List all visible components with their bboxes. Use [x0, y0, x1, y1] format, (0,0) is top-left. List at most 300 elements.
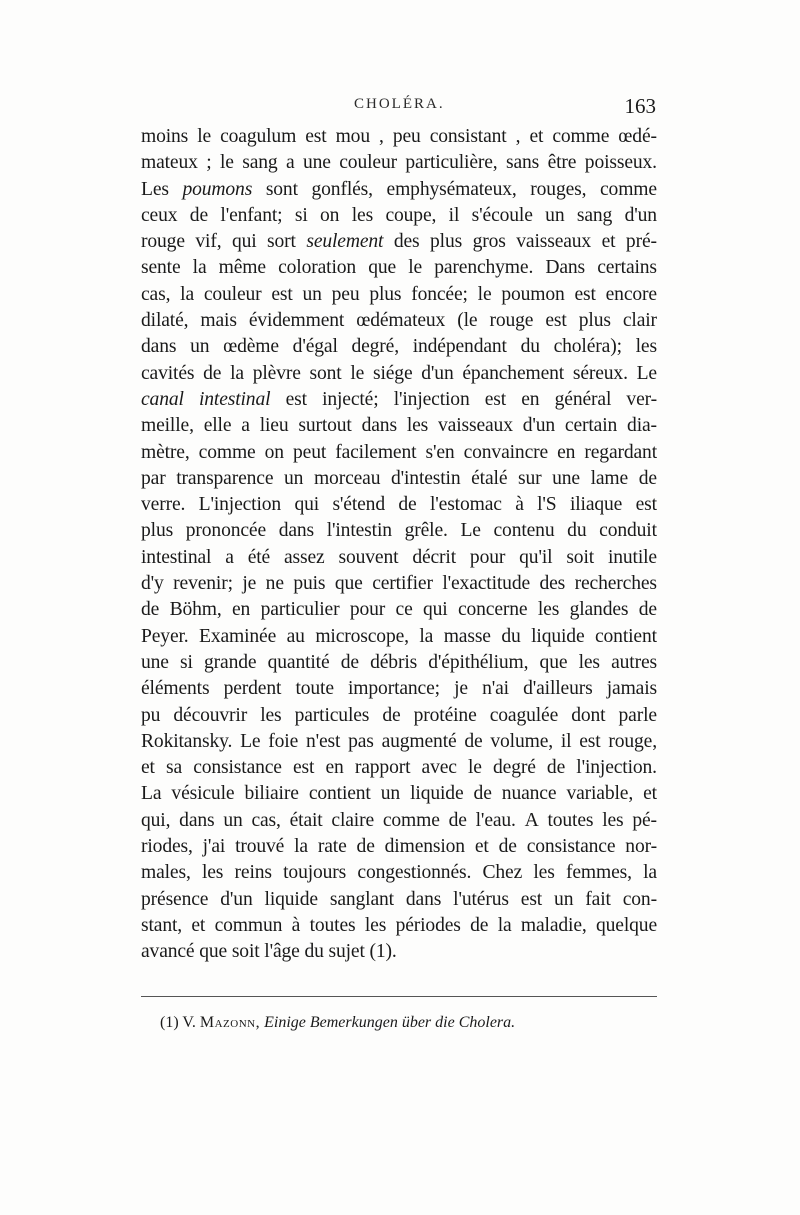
- text-line: [141, 887, 657, 913]
- footnote-title: Einige Bemerkungen über die Cholera.: [260, 1014, 516, 1031]
- word: Böhm,: [169, 599, 222, 621]
- word: dont: [571, 704, 606, 726]
- word: seulement: [306, 231, 384, 253]
- word: est: [305, 126, 327, 147]
- word: protéine: [413, 704, 477, 726]
- word: l'eau.: [475, 809, 516, 831]
- word: en: [325, 757, 344, 779]
- word: s'écoule: [471, 204, 533, 226]
- word: liquide: [410, 783, 464, 805]
- word: d'un: [220, 888, 253, 910]
- word: l'intestin: [326, 520, 392, 542]
- word: con-: [622, 888, 657, 910]
- text-line: [141, 361, 657, 387]
- word: d'intestin: [390, 467, 461, 489]
- word: a: [225, 546, 234, 568]
- word: rouge: [489, 310, 534, 332]
- text-line: [141, 676, 657, 702]
- word: emphysémateux,: [386, 178, 517, 200]
- word: particules: [294, 704, 370, 726]
- text-line: [141, 203, 657, 229]
- word: décrit: [412, 546, 457, 568]
- word: consistance: [193, 757, 282, 779]
- word: couleur: [339, 152, 397, 174]
- word: de: [203, 362, 222, 384]
- word: rate: [317, 836, 347, 858]
- word: mateux: [141, 152, 198, 174]
- word: sang: [242, 152, 278, 174]
- word: comme: [600, 178, 657, 200]
- word: dans: [405, 888, 442, 910]
- word: couleur: [203, 283, 262, 305]
- word: iliaque: [569, 494, 623, 516]
- word: canal: [141, 388, 184, 410]
- word: que: [368, 257, 397, 279]
- word: une: [302, 152, 331, 174]
- word: A: [524, 809, 539, 831]
- word: les: [364, 914, 387, 936]
- word: encore: [605, 283, 657, 305]
- word: séreux.: [572, 362, 628, 384]
- word: de: [498, 836, 517, 858]
- word: être: [547, 152, 577, 174]
- word: était: [289, 809, 323, 831]
- word: peut: [293, 441, 327, 463]
- word: l'S: [537, 494, 557, 516]
- word: les: [602, 809, 624, 831]
- word: la: [643, 862, 657, 884]
- word: les: [260, 704, 282, 726]
- word: une: [141, 651, 169, 673]
- word: quelque: [596, 914, 657, 936]
- word: que: [199, 941, 228, 963]
- word: qui: [231, 231, 257, 253]
- word: trouvé: [235, 836, 285, 858]
- word: toutes: [547, 809, 594, 831]
- text-line: [141, 413, 657, 439]
- word: s'en: [425, 441, 455, 463]
- word: un: [302, 283, 322, 305]
- word: de: [382, 704, 401, 726]
- word: contient: [594, 625, 657, 647]
- word: épanchement: [462, 362, 565, 384]
- word: conduit: [599, 520, 657, 542]
- word: du: [567, 520, 587, 542]
- word: Le: [240, 730, 261, 752]
- word: débris: [370, 651, 418, 673]
- word: coloration: [278, 257, 357, 279]
- word: périodes: [395, 914, 461, 936]
- word: est: [545, 310, 567, 332]
- word: au: [286, 625, 305, 647]
- word: est: [484, 388, 507, 410]
- word: les: [578, 651, 600, 673]
- word: il: [448, 204, 460, 226]
- text-line: [141, 308, 657, 334]
- word: Chez: [482, 862, 523, 884]
- word: degré: [493, 757, 536, 779]
- word: le: [197, 126, 212, 147]
- text-line: [141, 597, 657, 623]
- word: de: [638, 467, 657, 489]
- word: glandes: [569, 599, 629, 621]
- word: pour: [349, 599, 386, 621]
- word: et: [643, 783, 657, 805]
- word: si: [180, 651, 193, 673]
- word: jamais: [606, 678, 657, 700]
- word: l'âge: [264, 941, 300, 963]
- word: je: [454, 678, 468, 700]
- word: et: [191, 914, 206, 936]
- word: est: [271, 283, 293, 305]
- word: clair: [622, 310, 657, 332]
- word: l'injection.: [576, 757, 657, 779]
- word: l'estomac: [429, 494, 502, 516]
- word: nuance: [501, 783, 557, 805]
- word: microscope,: [315, 625, 409, 647]
- word: les: [406, 415, 429, 437]
- word: comme: [552, 126, 610, 147]
- word: éléments: [141, 678, 210, 700]
- word: meille,: [141, 415, 194, 437]
- word: avec: [421, 757, 457, 779]
- word: ne: [265, 573, 284, 595]
- running-header: [140, 94, 660, 124]
- text-line: [141, 729, 657, 755]
- word: plus: [430, 231, 463, 253]
- word: importance;: [348, 678, 440, 700]
- page-number: 163: [624, 94, 656, 118]
- word: d'un: [624, 204, 657, 226]
- word: soit: [231, 941, 260, 963]
- word: œdème: [223, 336, 279, 358]
- word: dans: [361, 415, 397, 437]
- word: intestinal: [141, 546, 212, 568]
- word: dans: [179, 809, 215, 831]
- word: lieu: [259, 415, 289, 437]
- text-line: [141, 150, 657, 176]
- word: concerne: [457, 599, 528, 621]
- word: fait: [585, 888, 611, 910]
- word: convaincre: [463, 441, 549, 463]
- text-line: [141, 755, 657, 781]
- word: riodes,: [141, 836, 193, 858]
- word: de: [473, 783, 492, 805]
- word: la: [419, 625, 434, 647]
- word: intestinal: [198, 388, 271, 410]
- word: un: [284, 467, 304, 489]
- word: liquide: [531, 625, 585, 647]
- word: de: [356, 836, 375, 858]
- word: surtout: [298, 415, 352, 437]
- word: dia-: [627, 415, 657, 437]
- word: général: [554, 388, 612, 410]
- word: qu'il: [519, 546, 553, 568]
- word: qui: [423, 599, 448, 621]
- word: pas: [348, 730, 374, 752]
- word: la: [192, 257, 207, 279]
- word: vif,: [195, 231, 222, 253]
- word: gonflés,: [311, 178, 373, 200]
- word: plus: [141, 520, 174, 542]
- word: pré-: [625, 231, 657, 253]
- word: que: [539, 651, 568, 673]
- word: de: [546, 757, 566, 779]
- word: a: [286, 152, 295, 174]
- word: sans: [506, 152, 540, 174]
- word: à: [515, 494, 524, 516]
- word: grande: [204, 651, 257, 673]
- word: ceux: [141, 204, 178, 226]
- word: de: [398, 494, 417, 516]
- word: nor-: [625, 836, 657, 858]
- word: de: [448, 809, 467, 831]
- word: un: [554, 888, 574, 910]
- word: est: [520, 888, 543, 910]
- text-line: [141, 334, 657, 360]
- word: plus: [578, 310, 611, 332]
- word: n'ai: [482, 678, 509, 700]
- word: toute: [295, 678, 334, 700]
- word: injecté;: [322, 388, 379, 410]
- text-line: [141, 545, 657, 571]
- word: des: [393, 231, 420, 253]
- word: soit: [566, 546, 595, 568]
- word: grêle.: [404, 520, 448, 542]
- word: est: [574, 283, 596, 305]
- word: sanglant: [329, 888, 394, 910]
- word: dans: [278, 520, 315, 542]
- word: certifier: [372, 573, 433, 595]
- word: l'exactitude: [442, 573, 531, 595]
- word: rapport: [354, 757, 411, 779]
- word: comme: [382, 809, 440, 831]
- word: choléra);: [553, 336, 622, 358]
- word: maladie,: [520, 914, 587, 936]
- word: biliaire: [244, 783, 299, 805]
- text-line: [141, 781, 657, 807]
- word: morceau: [313, 467, 381, 489]
- word: un: [545, 204, 565, 226]
- word: est: [285, 388, 307, 410]
- word: en: [232, 599, 251, 621]
- word: dimension: [384, 836, 465, 858]
- word: été: [247, 546, 271, 568]
- word: plus: [369, 283, 402, 305]
- word: de: [470, 914, 489, 936]
- word: dans: [141, 336, 177, 358]
- word: puis: [293, 573, 326, 595]
- word: par: [141, 467, 166, 489]
- word: indépendant: [412, 336, 507, 358]
- word: n'est: [305, 730, 341, 752]
- word: augmenté: [381, 730, 457, 752]
- word: de: [464, 730, 483, 752]
- word: vaisseaux: [438, 415, 513, 437]
- word: un: [380, 783, 401, 805]
- word: consistance: [526, 836, 616, 858]
- word: facilement: [335, 441, 417, 463]
- word: et: [529, 126, 544, 147]
- word: les: [533, 862, 555, 884]
- text-line: [141, 834, 657, 860]
- word: commun: [214, 914, 283, 936]
- word: étalé: [471, 467, 508, 489]
- word: et: [474, 836, 489, 858]
- word: d'un: [421, 362, 454, 384]
- word: sont: [265, 178, 298, 200]
- footnote: [160, 1014, 515, 1032]
- word: siége: [372, 362, 413, 384]
- word: le: [350, 362, 365, 384]
- word: claire: [331, 809, 375, 831]
- word: des: [539, 573, 566, 595]
- word: les: [351, 204, 374, 226]
- word: (1).: [369, 941, 397, 963]
- word: d'y: [141, 573, 164, 595]
- word: de: [340, 651, 359, 673]
- word: la: [497, 914, 512, 936]
- word: un: [190, 336, 210, 358]
- word: la: [294, 836, 308, 858]
- word: inutile: [607, 546, 657, 568]
- word: revenir;: [173, 573, 233, 595]
- word: est: [579, 730, 601, 752]
- word: coagulée: [489, 704, 559, 726]
- word: certain: [564, 415, 618, 437]
- word: males,: [141, 862, 191, 884]
- word: sang: [576, 204, 613, 226]
- word: que: [334, 573, 363, 595]
- word: en: [521, 388, 540, 410]
- word: degré,: [351, 336, 399, 358]
- word: et: [601, 231, 616, 253]
- word: toutes: [309, 914, 356, 936]
- word: quantité: [267, 651, 330, 673]
- text-line: [141, 913, 657, 939]
- word: elle: [203, 415, 232, 437]
- word: toujours: [283, 862, 347, 884]
- word: est: [635, 494, 657, 516]
- word: poumons: [182, 178, 253, 200]
- word: la: [230, 362, 244, 384]
- word: ;: [206, 152, 212, 174]
- word: Les: [141, 178, 169, 200]
- word: consistant: [429, 126, 507, 147]
- word: le: [219, 152, 234, 174]
- word: découvrir: [173, 704, 248, 726]
- word: prononcée: [185, 520, 267, 542]
- word: évidemment: [248, 310, 345, 332]
- word: œdé-: [618, 126, 657, 147]
- word: ,: [379, 126, 384, 147]
- footnote-divider: [141, 996, 657, 997]
- word: coupe,: [385, 204, 437, 226]
- word: pour: [469, 546, 506, 568]
- word: ver-: [626, 388, 657, 410]
- text-line: [141, 229, 657, 255]
- word: et: [141, 757, 155, 779]
- word: le: [408, 257, 423, 279]
- text-line: [141, 703, 657, 729]
- word: variable,: [566, 783, 634, 805]
- word: d'épithélium,: [428, 651, 529, 673]
- word: lame: [590, 467, 629, 489]
- word: de: [189, 204, 208, 226]
- running-title: CHOLÉRA.: [354, 96, 445, 112]
- text-line: [141, 124, 657, 150]
- word: congestionnés.: [357, 862, 472, 884]
- word: volume,: [490, 730, 553, 752]
- word: souvent: [338, 546, 399, 568]
- word: du: [520, 336, 540, 358]
- body-text: [141, 124, 657, 966]
- word: foie: [268, 730, 299, 752]
- word: pé-: [632, 809, 657, 831]
- word: d'égal: [292, 336, 338, 358]
- word: autres: [611, 651, 657, 673]
- text-line: [141, 255, 657, 281]
- text-line: [141, 650, 657, 676]
- text-line: [141, 492, 657, 518]
- word: sort: [267, 231, 296, 253]
- text-line: [141, 808, 657, 834]
- word: les: [635, 336, 657, 358]
- word: ,: [515, 126, 521, 147]
- word: comme: [198, 441, 256, 463]
- word: plèvre: [252, 362, 301, 384]
- text-line: [141, 518, 657, 544]
- word: l'enfant;: [220, 204, 283, 226]
- word: verre.: [141, 494, 186, 516]
- word: les: [201, 862, 224, 884]
- word: assez: [284, 546, 325, 568]
- word: œdémateux: [356, 310, 446, 332]
- word: recherches: [574, 573, 657, 595]
- text-line: [141, 860, 657, 886]
- word: on: [320, 204, 340, 226]
- footnote-marker: (1) V.: [160, 1014, 200, 1031]
- word: certains: [597, 257, 657, 279]
- word: sa: [166, 757, 183, 779]
- word: Dans: [545, 257, 586, 279]
- word: femmes,: [565, 862, 632, 884]
- word: Peyer.: [141, 625, 189, 647]
- word: gros: [472, 231, 506, 253]
- word: perdent: [223, 678, 282, 700]
- word: masse: [443, 625, 491, 647]
- word: mais: [200, 310, 237, 332]
- word: le: [477, 283, 492, 305]
- word: sujet: [328, 941, 365, 963]
- word: en: [557, 441, 576, 463]
- word: foncée;: [411, 283, 468, 305]
- word: rouges,: [530, 178, 587, 200]
- word: particulière,: [405, 152, 498, 174]
- word: contient: [308, 783, 371, 805]
- word: on: [264, 441, 284, 463]
- text-line: [141, 440, 657, 466]
- word: particulier: [260, 599, 340, 621]
- text-line: [141, 624, 657, 650]
- footnote-author: Mazonn,: [199, 1014, 261, 1031]
- word: la: [180, 283, 194, 305]
- word: sur: [518, 467, 542, 489]
- word: moins: [141, 126, 189, 147]
- word: une: [552, 467, 580, 489]
- word: même: [218, 257, 266, 279]
- word: est: [293, 757, 315, 779]
